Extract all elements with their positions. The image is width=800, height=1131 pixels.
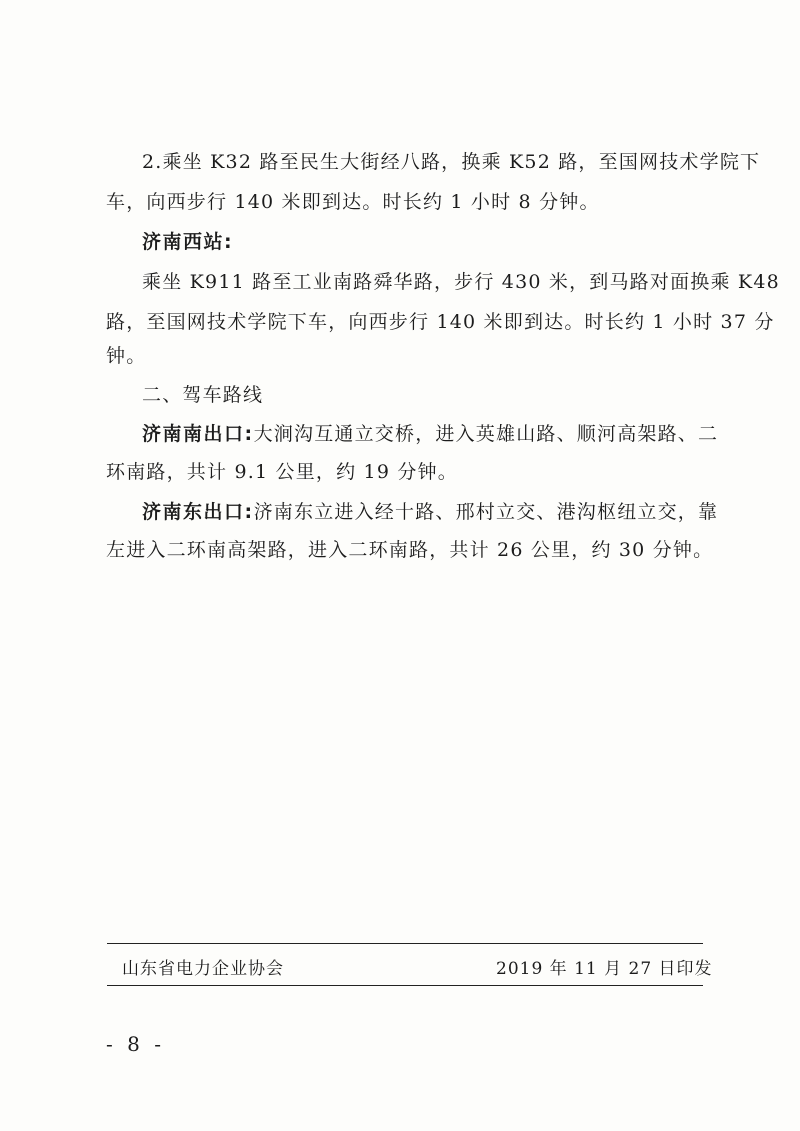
west-station-heading: 济南西站: <box>142 231 234 253</box>
south-exit-text: 大涧沟互通立交桥，进入英雄山路、顺河高架路、二 <box>253 423 719 445</box>
page-number: - 8 - <box>106 1032 165 1056</box>
west-station-line1: 乘坐 K911 路至工业南路舜华路，步行 430 米，到马路对面换乘 K48 <box>142 271 780 293</box>
east-exit-label: 济南东出口: <box>142 501 254 523</box>
driving-heading: 二、驾车路线 <box>142 384 264 406</box>
east-exit-paragraph <box>142 500 718 524</box>
east-exit-line2: 左进入二环南高架路，进入二环南路，共计 26 公里，约 30 分钟。 <box>106 539 714 561</box>
south-exit-label: 济南南出口: <box>142 423 254 445</box>
west-station-line2: 路，至国网技术学院下车，向西步行 140 米即到达。时长约 1 小时 37 分 <box>106 311 775 333</box>
footer-bottom-rule <box>107 985 703 986</box>
south-exit-paragraph <box>142 422 718 446</box>
east-exit-text: 济南东立进入经十路、邢村立交、港沟枢纽立交，靠 <box>253 501 719 523</box>
footer-issuer: 山东省电力企业协会 <box>122 959 284 979</box>
south-exit-line2: 环南路，共计 9.1 公里，约 19 分钟。 <box>106 461 458 483</box>
footer-top-rule <box>107 943 703 944</box>
west-station-line3: 钟。 <box>106 345 147 367</box>
route2-line1: 2.乘坐 K32 路至民生大街经八路，换乘 K52 路，至国网技术学院下 <box>142 151 761 173</box>
footer-date: 2019 年 11 月 27 日印发 <box>496 959 713 979</box>
route2-line2: 车，向西步行 140 米即到达。时长约 1 小时 8 分钟。 <box>106 191 600 213</box>
